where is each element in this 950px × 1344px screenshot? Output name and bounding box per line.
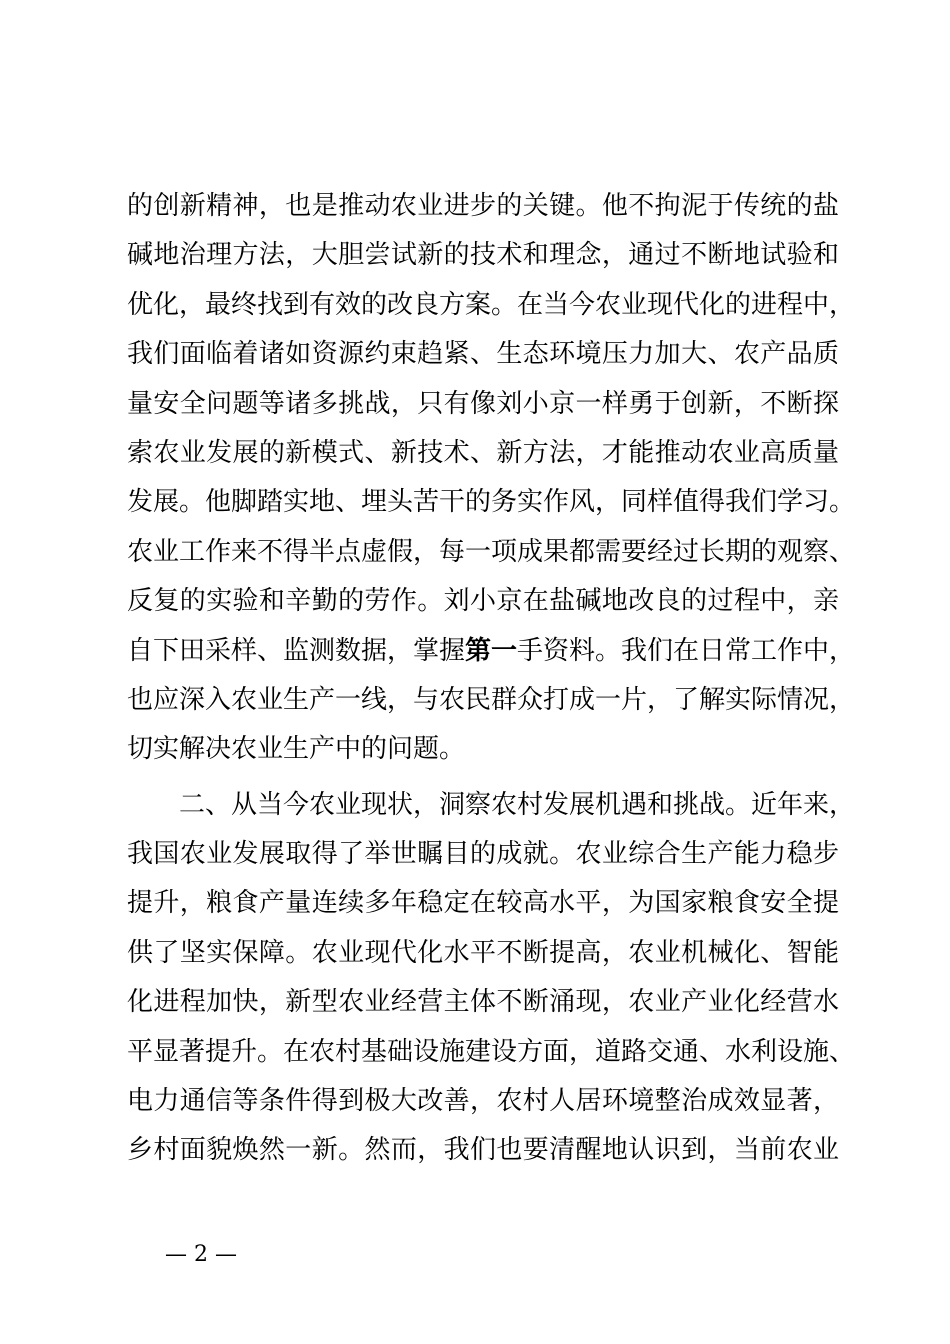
text-line: 我们面临着诸如资源约束趋紧、生态环境压力加大、农产品质 (127, 339, 839, 370)
text-line: 的创新精神，也是推动农业进步的关键。他不拘泥于传统的盐 (127, 191, 839, 221)
text-line: 优化，最终找到有效的改良方案。在当今农业现代化的进程中， (127, 289, 856, 320)
text-line-with-bold (127, 627, 856, 676)
paragraph-2 (127, 781, 856, 1176)
text-line: 提升，粮食产量连续多年稳定在较高水平，为国家粮食安全提 (127, 888, 839, 919)
text-line: 电力通信等条件得到极大改善，农村人居环境整治成效显著， (127, 1086, 839, 1117)
section-heading-line: 二、从当今农业现状，洞察农村发展机遇和挑战。近年来， (179, 789, 856, 820)
text-run: 手资料。我们在日常工作中， (517, 635, 856, 666)
paragraph-1 (127, 182, 856, 775)
text-line: 也应深入农业生产一线，与农民群众打成一片，了解实际情况， (127, 684, 856, 715)
text-line: 索农业发展的新模式、新技术、新方法，才能推动农业高质量 (127, 437, 839, 468)
document-body (127, 182, 856, 1176)
bold-text-run: 第一 (465, 635, 518, 666)
text-line: 量安全问题等诸多挑战，只有像刘小京一样勇于创新，不断探 (127, 388, 839, 419)
text-line: 化进程加快，新型农业经营主体不断涌现，农业产业化经营水 (127, 987, 839, 1018)
text-line: 农业工作来不得半点虚假，每一项成果都需要经过长期的观察、 (127, 536, 856, 567)
text-line: 平显著提升。在农村基础设施建设方面，道路交通、水利设施、 (127, 1036, 856, 1067)
text-line: 切实解决农业生产中的问题。 (127, 734, 466, 765)
text-line: 碱地治理方法，大胆尝试新的技术和理念，通过不断地试验和 (127, 240, 839, 271)
page-number: — 2 — (165, 1242, 237, 1267)
text-line: 供了坚实保障。农业现代化水平不断提高，农业机械化、智能 (127, 937, 839, 968)
text-line: 我国农业发展取得了举世瞩目的成就。农业综合生产能力稳步 (127, 839, 839, 870)
text-line: 反复的实验和辛勤的劳作。刘小京在盐碱地改良的过程中，亲 (127, 586, 839, 617)
text-line: 发展。他脚踏实地、埋头苦干的务实作风，同样值得我们学习。 (127, 487, 856, 518)
text-run: 自下田采样、监测数据，掌握 (127, 635, 466, 666)
text-line: 乡村面貌焕然一新。然而，我们也要清醒地认识到，当前农业 (127, 1135, 839, 1166)
